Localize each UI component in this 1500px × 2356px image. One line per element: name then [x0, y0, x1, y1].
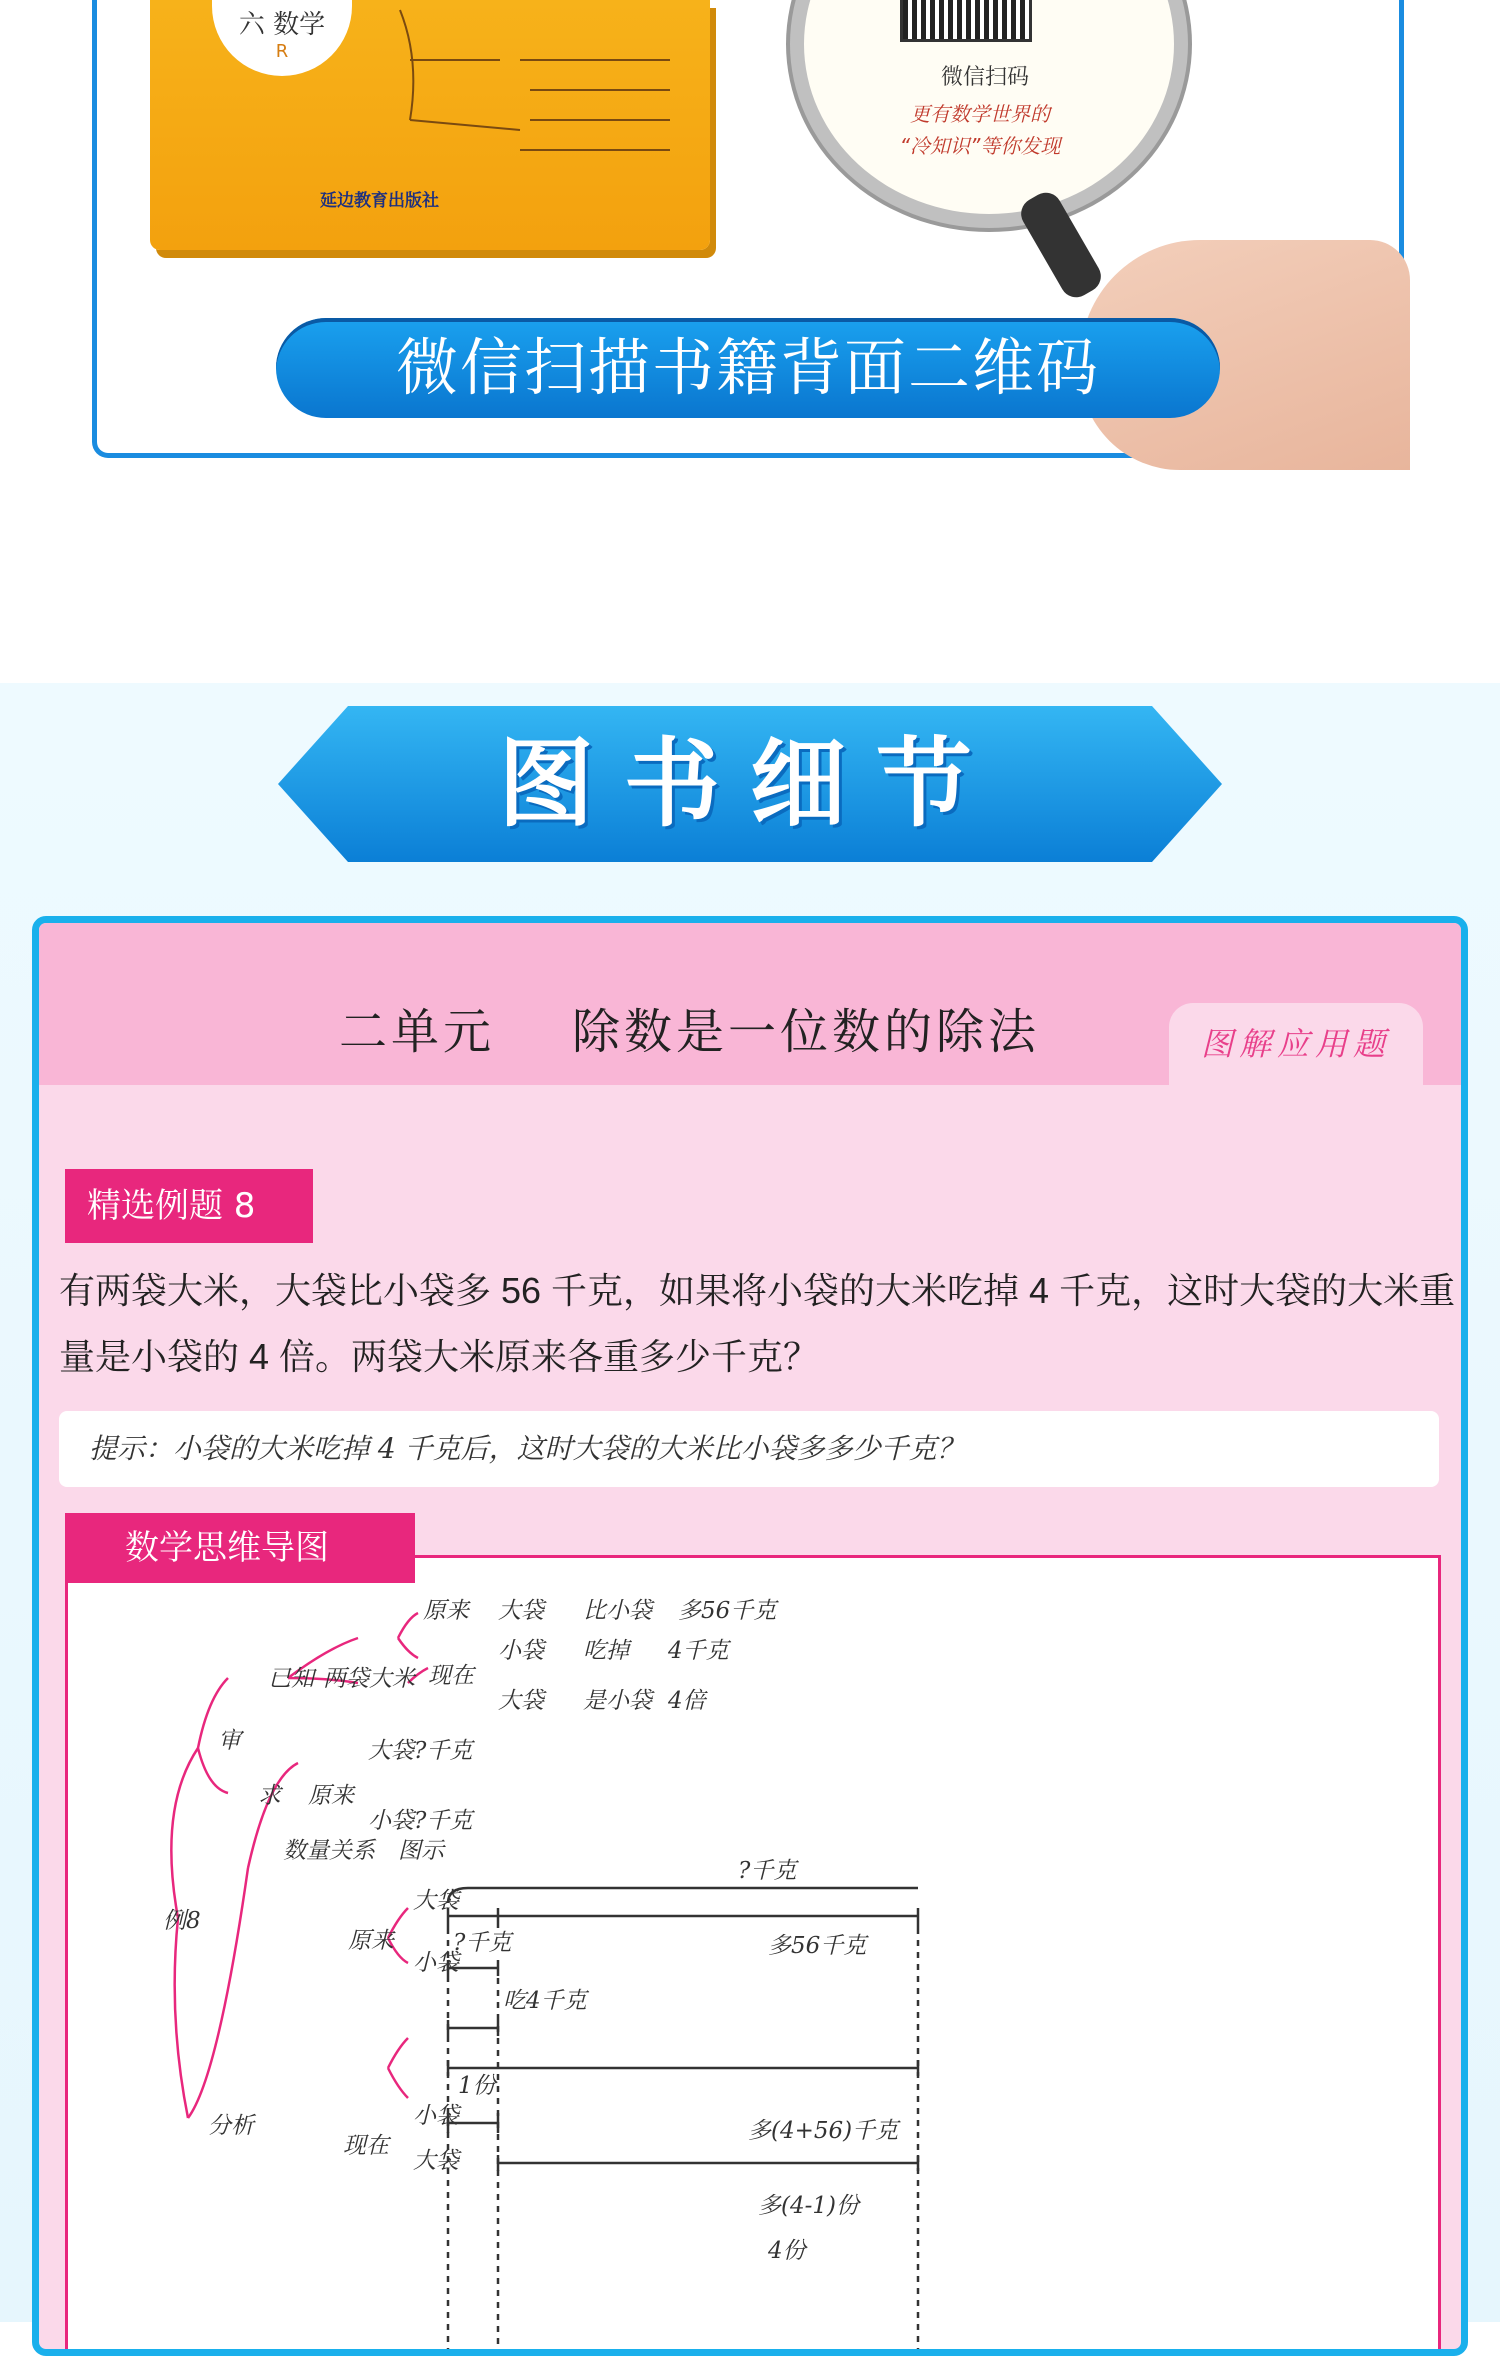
lens-tagline-2: “冷知识”等你发现: [899, 134, 1061, 158]
mm-duo56-2: 多56千克: [768, 1933, 867, 1959]
mm-liangdai: 两袋大米: [323, 1666, 415, 1692]
mm-four-bei: 4倍: [668, 1688, 706, 1714]
mm-duo56: 多56千克: [678, 1598, 777, 1624]
mm-one-fen: 1份: [458, 2073, 496, 2099]
mm-bi-xiaodai: 比小袋: [583, 1598, 652, 1624]
mm-q-kg-small: ?千克: [453, 1930, 512, 1956]
book-edition-label: R: [275, 41, 289, 62]
mm-xiaodai-3: 小袋: [413, 2103, 459, 2129]
hint-box: [59, 1411, 1439, 1487]
mm-yuanlai-2: 原来: [308, 1783, 354, 1809]
book-publisher: 延边教育出版社: [320, 191, 439, 211]
mm-xiaodai: 小袋: [498, 1638, 544, 1664]
mm-xiaodai-2: 小袋: [413, 1950, 459, 1976]
mm-duo4-56: 多(4+56)千克: [748, 2118, 899, 2144]
mm-fenxi: 分析: [208, 2113, 254, 2139]
mm-shuliang: 数量关系: [283, 1838, 375, 1864]
section-title: 图书细节: [498, 728, 1002, 840]
book-page-preview: [32, 916, 1468, 2356]
mm-root: 例8: [163, 1908, 201, 1934]
qr-code-icon: [900, 0, 1032, 42]
mm-yuanlai-3: 原来: [348, 1928, 394, 1954]
mm-shi-xiaodai: 是小袋: [583, 1688, 652, 1714]
mm-qiu: 求: [258, 1783, 281, 1809]
section-header: [278, 706, 1222, 862]
mm-dadai-4: 大袋: [413, 2148, 459, 2174]
book-cover-mindmap: [380, 0, 680, 210]
mm-q-dadai: 大袋?千克: [368, 1738, 473, 1764]
mm-xianzai: 现在: [428, 1663, 474, 1689]
mindmap-diagram: [68, 1558, 1438, 2356]
lens-tagline-1: 更有数学世界的: [910, 102, 1050, 126]
mm-dadai-2: 大袋: [498, 1688, 544, 1714]
mm-four-kg: 4千克: [668, 1638, 729, 1664]
unit-title: 二单元 除数是一位数的除法: [339, 1004, 1041, 1060]
mm-four-fen: 4份: [768, 2238, 806, 2264]
mm-yuanlai: 原来: [423, 1598, 469, 1624]
mm-tushi: 图示: [398, 1838, 444, 1864]
topic-tab: 图解应用题: [1169, 1003, 1423, 1085]
example-label: 精选例题 8: [65, 1169, 313, 1243]
mm-dadai: 大袋: [498, 1598, 544, 1624]
mm-xianzai-2: 现在: [343, 2133, 389, 2159]
mm-dadai-3: 大袋: [413, 1888, 459, 1914]
mm-duo4-1: 多(4-1)份: [758, 2193, 859, 2219]
book-grade-label: 六 数学: [238, 10, 326, 40]
mm-chi4: 吃4千克: [503, 1988, 587, 2014]
mm-shen: 审: [218, 1728, 241, 1754]
mindmap-frame: [65, 1555, 1441, 2356]
mm-yizhi: 已知: [268, 1666, 314, 1692]
mindmap-label: 数学思维导图: [65, 1513, 415, 1583]
mm-chidiao: 吃掉: [583, 1638, 629, 1664]
mm-q-xiaodai: 小袋?千克: [368, 1808, 473, 1834]
scan-instruction-banner: 微信扫描书籍背面二维码: [276, 318, 1220, 418]
mm-q-kg-total: ?千克: [738, 1858, 797, 1884]
hint-text: 提示：小袋的大米吃掉 4 千克后，这时大袋的大米比小袋多多少千克？: [89, 1432, 965, 1465]
problem-text: 有两袋大米，大袋比小袋多 56 千克，如果将小袋的大米吃掉 4 千克，这时大袋的大米重量是小袋的 4 倍。两袋大米原来各重多少千克？: [59, 1270, 1456, 1377]
lens-scan-label: 微信扫码: [940, 65, 1029, 90]
